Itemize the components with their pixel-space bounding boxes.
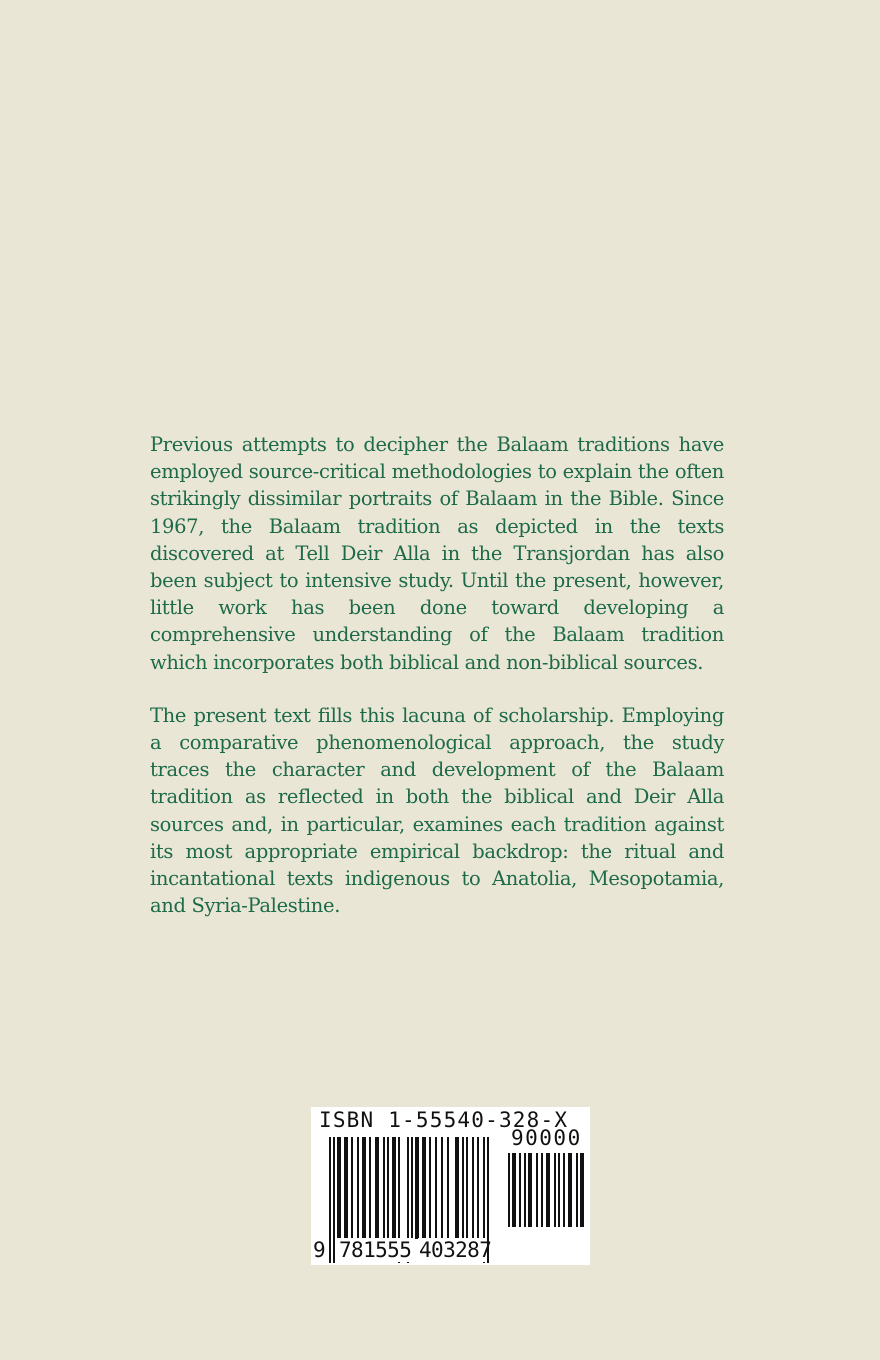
ean-left-digits: 781555 [337, 1238, 415, 1262]
isbn-barcode [311, 1107, 590, 1265]
isbn-number: ISBN 1-55540-328-X [319, 1108, 569, 1132]
barcode-bar [441, 1137, 443, 1239]
barcode-bar [362, 1137, 366, 1239]
ean-lead-digit: 9 [313, 1238, 326, 1262]
barcode-bar [435, 1137, 437, 1239]
barcode-bar [568, 1153, 572, 1227]
barcode-bar [411, 1137, 413, 1239]
barcode-bar [375, 1137, 379, 1239]
barcode-bar [329, 1137, 331, 1263]
barcode-bar [546, 1153, 550, 1227]
barcode-bar [447, 1137, 449, 1239]
barcode-bar [392, 1137, 396, 1239]
barcode-bar [344, 1137, 348, 1239]
barcode-bar [519, 1153, 521, 1227]
barcode-bar [472, 1137, 474, 1239]
barcode-bar [508, 1153, 510, 1227]
barcode-bar [383, 1137, 385, 1239]
barcode-bar [524, 1153, 526, 1227]
barcode-bar [477, 1137, 479, 1239]
barcode-bar [558, 1153, 560, 1227]
barcode-bar [429, 1137, 431, 1239]
description-paragraph-1: Previous attempts to decipher the Balaam traditions have employed source-critical methodologies to explain the often strikingly dissimilar portraits of Balaam in the Bible. Since 1967, the Balaam tradition as depicted in the texts discovered at Tell Deir Alla in the Transjordan has also been subject to intensive study. Until the present, however, little work has been done toward developing a comprehensive understanding of the Balaam tradition which incorporates both biblical and non-biblical sources. [150, 433, 724, 674]
barcode-bar [387, 1137, 389, 1239]
barcode-bar [415, 1137, 419, 1239]
description-paragraph-2: The present text fills this lacuna of scholarship. Employing a comparative phenomenological approach, the study traces the character and development of the Balaam tradition as reflected in both the biblical and Deir Alla sources and, in particular, examines each tradition against its most appropriate empirical backdrop: the ritual and incantational texts indigenous to Anatolia, Mesopotamia, and Syria-Palestine. [150, 703, 724, 918]
barcode-bar [455, 1137, 459, 1239]
addon-barcode-bars [508, 1153, 586, 1251]
ean-right-digits: 403287 [419, 1238, 492, 1262]
barcode-bar [541, 1153, 543, 1227]
price-addon-code: 90000 [511, 1126, 582, 1150]
barcode-bar [466, 1137, 468, 1239]
barcode-bar [337, 1137, 341, 1239]
barcode-bar [422, 1137, 426, 1239]
barcode-bar [563, 1153, 565, 1227]
barcode-bar [512, 1153, 516, 1227]
barcode-bar [369, 1137, 371, 1239]
barcode-bar [333, 1137, 335, 1263]
barcode-bar [536, 1153, 538, 1227]
barcode-bar [351, 1137, 353, 1239]
barcode-bar [357, 1137, 359, 1239]
barcode-bar [554, 1153, 556, 1227]
barcode-bar [576, 1153, 578, 1227]
barcode-bar [580, 1153, 584, 1227]
barcode-bar [462, 1137, 464, 1239]
barcode-bar [528, 1153, 532, 1227]
book-description [150, 431, 724, 919]
